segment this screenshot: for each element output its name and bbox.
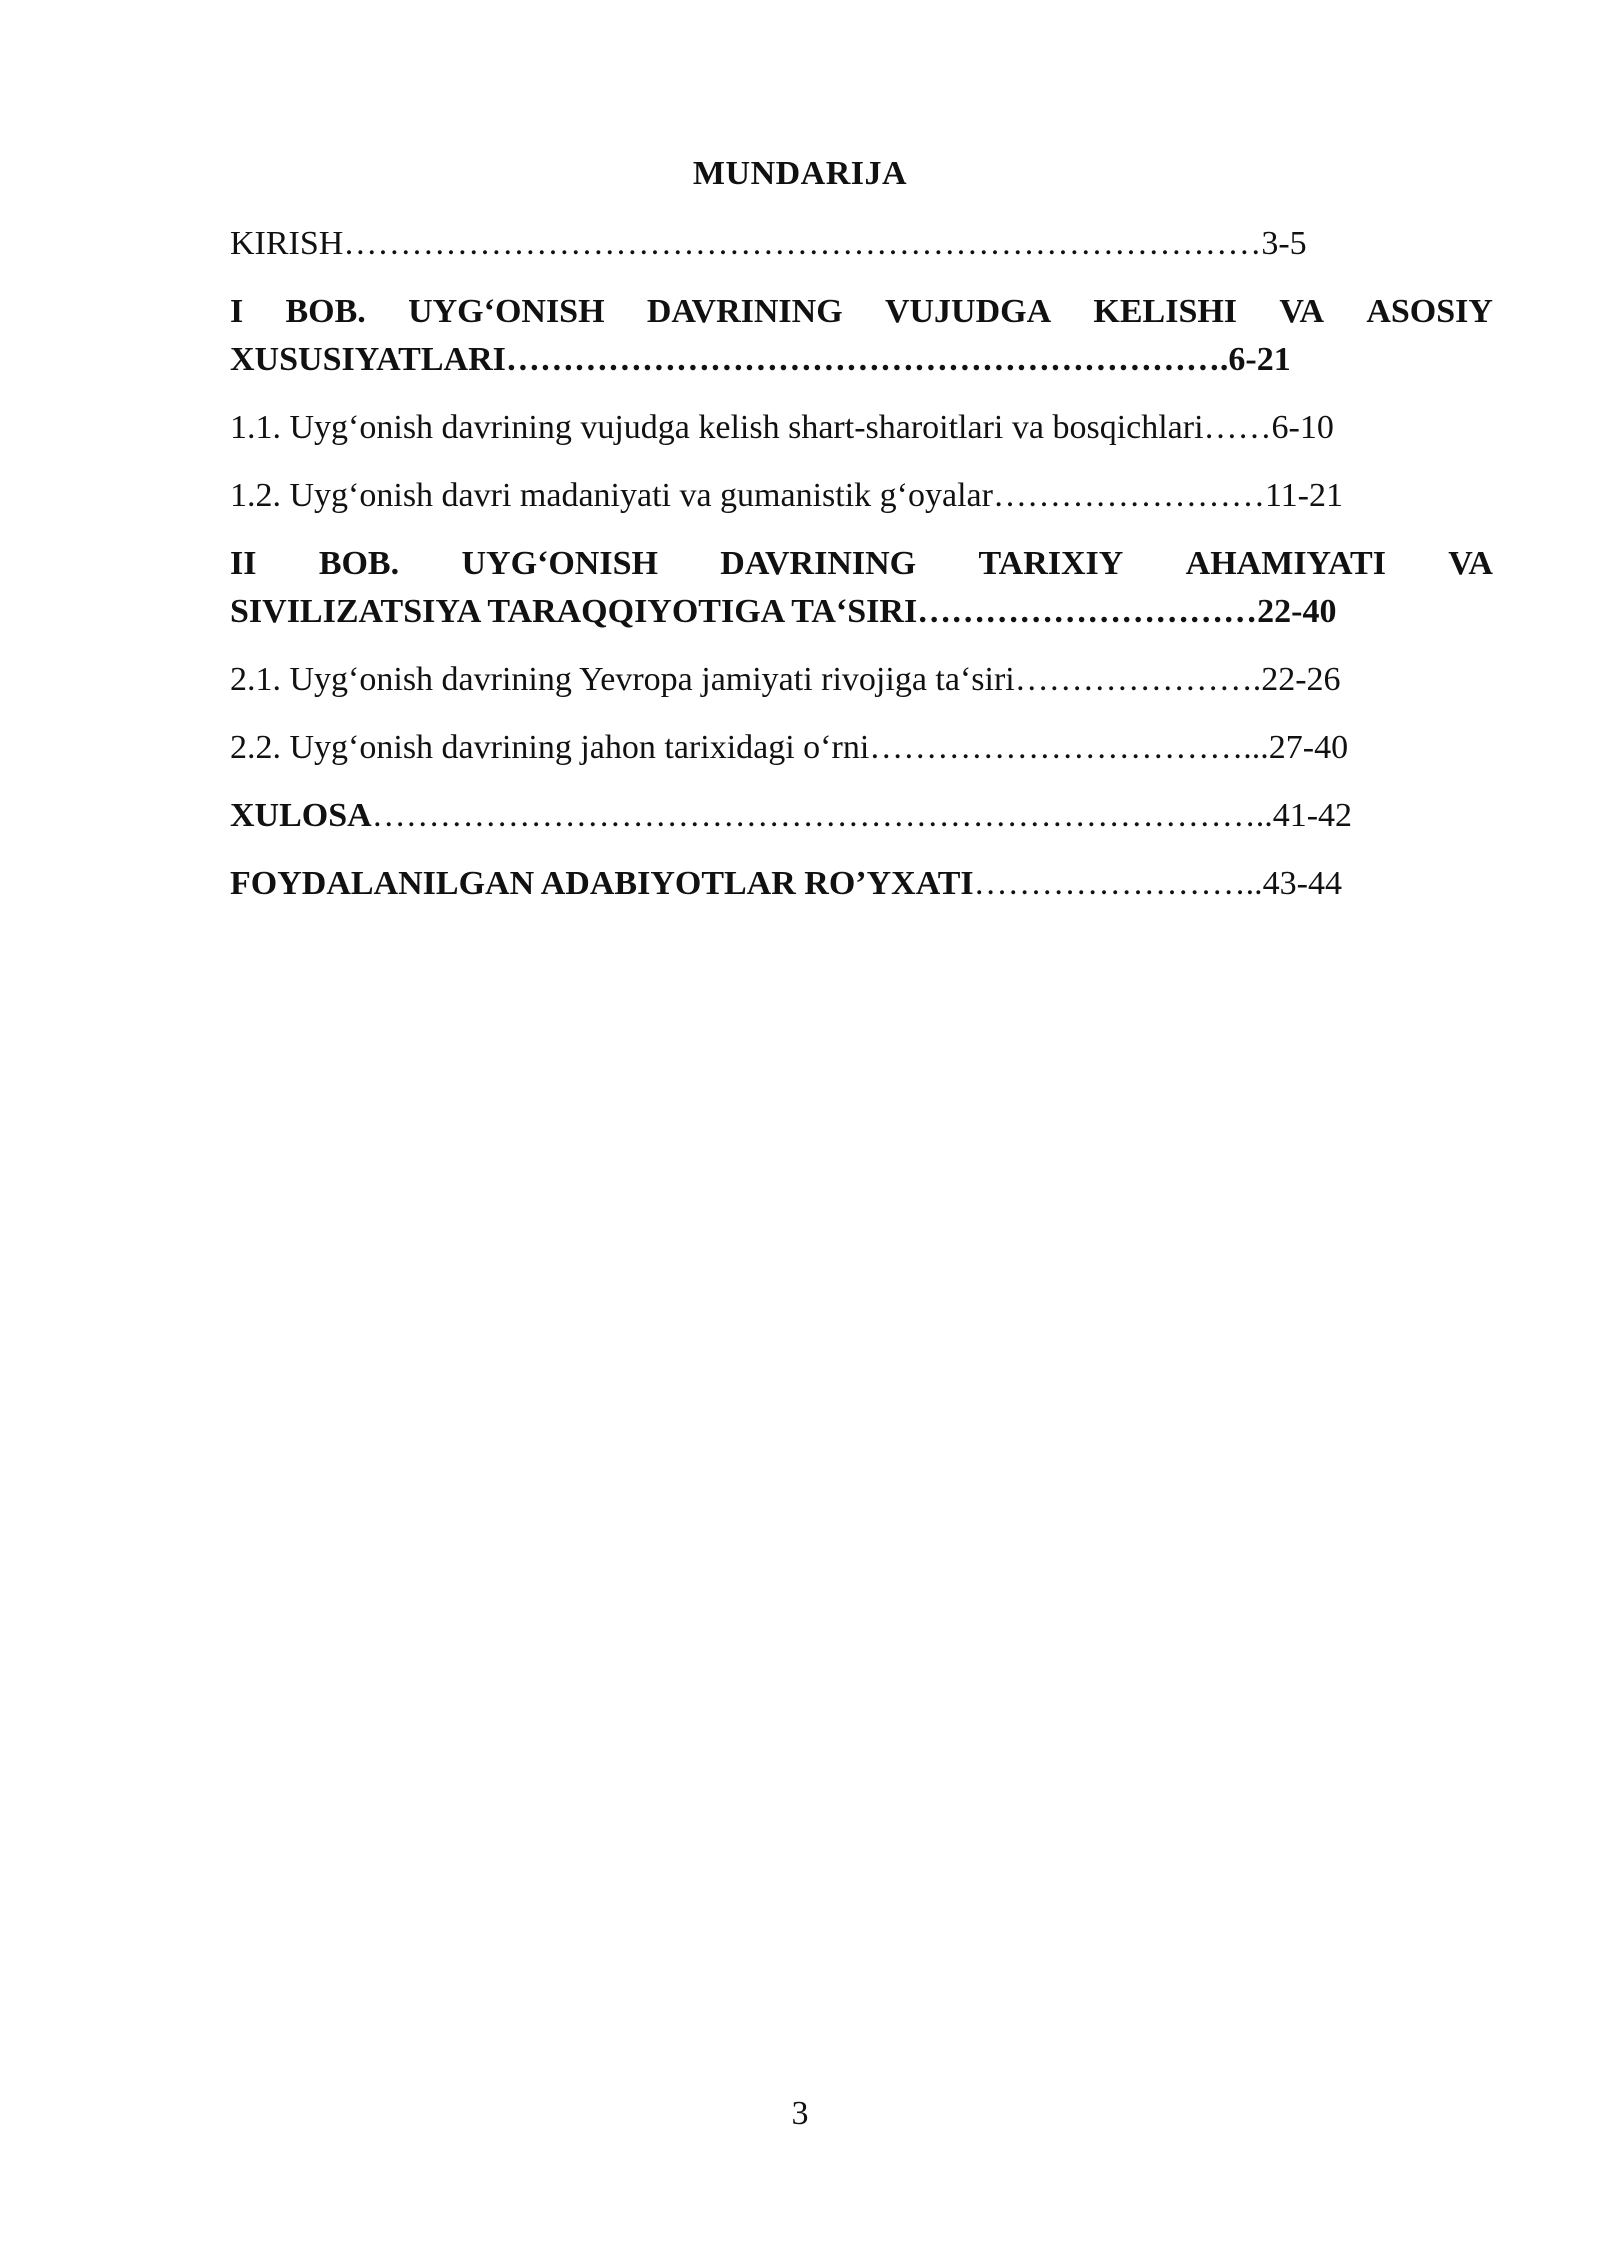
- toc-word: TARIXIY: [978, 545, 1124, 582]
- toc-word: UYG‘ONISH: [461, 545, 658, 582]
- page-title: MUNDARIJA: [692, 155, 908, 192]
- toc-entry-bob2-line2-text: SIVILIZATSIYA TARAQQIYOTIGA TA‘SIRI…………………………22-40: [230, 593, 1337, 630]
- toc-word: VA: [1448, 545, 1493, 582]
- toc-entry-1-1: [230, 404, 1334, 452]
- toc-entry-2-1: [230, 656, 1341, 704]
- toc-entry-kirish-text: KIRISH………………………………………………………………………3-5: [230, 225, 1307, 262]
- toc-word: DAVRINING: [720, 545, 917, 582]
- toc-entry-kirish: [230, 220, 1307, 268]
- toc-word: AHAMIYATI: [1185, 545, 1386, 582]
- toc-entry-adabiyotlar-leader: ……………………..43-44: [973, 865, 1342, 902]
- toc-entry-adabiyotlar: [230, 860, 1342, 908]
- toc-entry-xulosa: [230, 792, 1352, 840]
- toc-entry-adabiyotlar-label: FOYDALANILGAN ADABIYOTLAR RO’YXATI: [230, 865, 974, 902]
- toc-entry-2-1-text: 2.1. Uyg‘onish davrining Yevropa jamiyati rivojiga ta‘siri………………….22-26: [230, 661, 1341, 698]
- toc-word: BOB.: [285, 293, 366, 330]
- toc-entry-bob1-line1: [230, 288, 1493, 336]
- toc-word: UYG‘ONISH: [408, 293, 605, 330]
- toc-entry-xulosa-label: XULOSA: [230, 797, 372, 834]
- toc-entry-1-2: [230, 472, 1343, 520]
- toc-word: KELISHI: [1093, 293, 1238, 330]
- toc-word: I: [230, 293, 244, 330]
- toc-word: BOB.: [318, 545, 400, 582]
- toc-word: VA: [1279, 293, 1325, 330]
- toc-word: VUJUDGA: [884, 293, 1052, 330]
- toc-word: ASOSIY: [1366, 293, 1493, 330]
- toc-word: DAVRINING: [646, 293, 843, 330]
- toc-entry-1-2-text: 1.2. Uyg‘onish davri madaniyati va gumanistik g‘oyalar……………………11-21: [230, 477, 1344, 514]
- toc-entry-xulosa-leader: ……………………………………………………………………..41-42: [371, 797, 1353, 834]
- toc-entry-bob1-line2-text: XUSUSIYATLARI……………………………………………………….6-21: [230, 341, 1291, 378]
- page-number: 3: [791, 2095, 809, 2132]
- toc-entry-bob2-line2: [230, 588, 1337, 636]
- toc-entry-1-1-text: 1.1. Uyg‘onish davrining vujudga kelish shart-sharoitlari va bosqichlari……6-10: [230, 409, 1334, 446]
- toc-entry-bob2-line1: [230, 540, 1493, 588]
- toc-entry-2-2: [230, 724, 1348, 772]
- toc-word: II: [230, 545, 257, 582]
- toc-entry-bob1-line2: [230, 336, 1291, 384]
- toc-entry-2-2-text: 2.2. Uyg‘onish davrining jahon tarixidagi o‘rni……………………………...27-40: [230, 729, 1349, 766]
